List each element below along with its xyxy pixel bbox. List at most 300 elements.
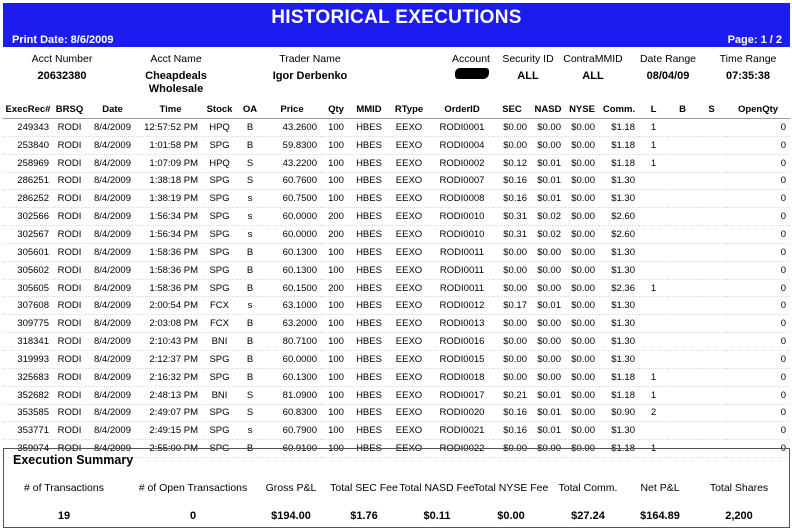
column-header: Time [139,101,202,119]
table-cell: EEXO [395,193,423,205]
table-cell: 2:10:43 PM [149,336,198,348]
table-cell [697,404,726,422]
table-row [3,190,790,208]
table-cell: 286252 [17,193,49,205]
table-cell: HBES [356,246,382,258]
report-title-bar [3,3,790,47]
column-header: ExecRec# [3,101,53,119]
table-cell: 60.7500 [282,193,317,205]
summary-header: Total NYSE Fee [473,482,549,494]
table-cell: $0.01 [537,425,561,437]
table-cell: 60.1300 [282,371,317,383]
summary-value: 19 [57,510,71,522]
table-cell [697,315,726,333]
table-cell: $1.18 [611,371,635,383]
table-cell: 60.0000 [282,353,317,365]
table-cell: $0.01 [537,157,561,169]
table-cell: 8/4/2009 [94,193,131,205]
table-cell: 0 [780,193,786,205]
column-header: S [697,101,726,119]
table-cell: $0.01 [537,193,561,205]
table-cell: RODI0020 [439,407,485,419]
table-cell [668,119,697,137]
summary-value: $164.89 [640,510,680,522]
column-header: RType [387,101,431,119]
table-cell: 0 [780,353,786,365]
table-cell: s [247,425,253,437]
table-cell: B [246,264,254,276]
table-cell: HBES [356,193,382,205]
table-cell: 8/4/2009 [94,246,131,258]
table-cell: SPG [209,371,230,383]
table-cell: $0.00 [571,371,595,383]
table-cell: SPG [209,228,230,240]
table-cell: s [247,300,253,312]
table-cell: 305605 [17,282,49,294]
table-cell: $0.00 [503,121,527,133]
table-cell: B [246,371,254,383]
table-cell: 60.0000 [282,228,317,240]
table-cell: $1.30 [611,246,635,258]
table-cell: 100 [328,336,344,348]
summary-header: Total Shares [709,482,769,494]
column-header: NYSE [565,101,599,119]
table-cell: RODI0012 [439,300,485,312]
table-row [3,404,790,422]
table-cell: $0.21 [503,389,527,401]
table-cell [639,297,668,315]
table-cell: 325683 [17,371,49,383]
table-cell: 100 [328,371,344,383]
table-cell: SPG [209,211,230,223]
table-cell: 2:03:08 PM [149,318,198,330]
table-cell: 12:57:52 PM [144,121,198,133]
table-cell: RODI0008 [439,193,485,205]
report-title: HISTORICAL EXECUTIONS [271,7,522,28]
table-cell: RODI [57,139,82,151]
table-cell: $0.00 [571,264,595,276]
table-cell: 1:58:36 PM [149,282,198,294]
table-cell [697,208,726,226]
table-cell: BNI [211,389,228,401]
table-cell: $0.00 [571,425,595,437]
table-cell: RODI [57,175,82,187]
summary-header: # of Open Transactions [138,482,248,494]
table-cell: $1.18 [611,443,635,455]
table-cell: $0.00 [537,282,561,294]
table-cell: 0 [780,407,786,419]
table-cell: RODI [57,407,82,419]
table-cell: RODI [57,318,82,330]
table-cell: 100 [328,300,344,312]
table-cell: S [246,157,254,169]
table-cell: 2:16:32 PM [149,371,198,383]
table-cell [668,172,697,190]
table-cell: 302566 [17,211,49,223]
table-row [3,422,790,440]
table-row [3,119,790,137]
table-cell: SPG [209,443,230,455]
table-cell: 0 [780,300,786,312]
execution-summary [3,448,790,528]
table-cell: $0.00 [571,211,595,223]
table-cell: 8/4/2009 [94,336,131,348]
table-cell: $1.30 [611,425,635,437]
table-cell: 63.1000 [282,300,317,312]
table-cell: $0.00 [537,139,561,151]
table-cell: 8/4/2009 [94,175,131,187]
table-cell: 100 [328,353,344,365]
table-row [3,279,790,297]
table-cell: 2:49:07 PM [149,407,198,419]
table-cell: $0.16 [503,425,527,437]
table-cell: 8/4/2009 [94,371,131,383]
table-cell: 1 [650,282,657,294]
table-row [3,333,790,351]
table-cell: RODI0018 [439,371,485,383]
table-cell: 100 [328,175,344,187]
table-cell [668,243,697,261]
table-cell: 8/4/2009 [94,443,131,455]
table-cell: RODI0021 [439,425,485,437]
table-cell [668,350,697,368]
table-cell: $0.17 [503,300,527,312]
table-cell: RODI [57,389,82,401]
table-cell: HBES [356,425,382,437]
table-cell: 302567 [17,228,49,240]
table-cell: $1.30 [611,175,635,187]
summary-value: $194.00 [271,510,311,522]
table-cell [697,386,726,404]
table-cell [697,350,726,368]
table-cell [639,333,668,351]
table-cell: RODI [57,282,82,294]
table-cell: 60.8300 [282,407,317,419]
table-cell: 1 [650,371,657,383]
table-cell: $0.00 [503,282,527,294]
table-cell: RODI [57,193,82,205]
table-cell: 359074 [17,443,49,455]
table-cell: 8/4/2009 [94,389,131,401]
table-cell: 8/4/2009 [94,121,131,133]
column-header: Date [86,101,139,119]
table-cell: 0 [780,425,786,437]
table-cell: RODI0007 [439,175,485,187]
table-cell: RODI [57,246,82,258]
summary-value: $0.00 [497,510,525,522]
table-cell: SPG [209,407,230,419]
table-cell [697,279,726,297]
table-cell: SPG [209,139,230,151]
table-cell: EEXO [395,407,423,419]
table-cell: EEXO [395,443,423,455]
table-cell [639,422,668,440]
summary-value: 0 [189,510,197,522]
table-cell [668,279,697,297]
table-cell: 1:38:19 PM [149,193,198,205]
table-cell: $0.16 [503,193,527,205]
table-cell [697,333,726,351]
summary-header: Total Comm. [558,482,618,494]
table-cell: EEXO [395,175,423,187]
table-cell: 200 [328,211,344,223]
table-cell: 0 [780,246,786,258]
summary-value: 2,200 [725,510,753,522]
table-cell: B [246,336,254,348]
table-cell: 2:55:00 PM [149,443,198,455]
table-cell [668,422,697,440]
table-cell: s [247,228,253,240]
table-cell [639,172,668,190]
table-cell: RODI0002 [439,157,485,169]
account-label: Account [452,53,490,65]
table-cell [668,315,697,333]
table-cell: $0.00 [537,264,561,276]
table-cell: 249343 [17,121,49,133]
table-cell: 353585 [17,407,49,419]
table-cell: $0.31 [503,211,527,223]
table-cell: HBES [356,371,382,383]
table-cell: 1 [650,121,657,133]
table-cell: SPG [209,246,230,258]
summary-value: $0.11 [423,510,451,522]
table-cell: 100 [328,389,344,401]
summary-value: $1.76 [350,510,378,522]
table-cell: 60.1300 [282,264,317,276]
table-cell: 63.2000 [282,318,317,330]
table-cell: $1.30 [611,318,635,330]
table-cell: RODI [57,121,82,133]
table-cell [639,208,668,226]
table-cell: RODI [57,300,82,312]
table-cell: RODI [57,264,82,276]
table-cell: $1.18 [611,121,635,133]
table-cell: RODI [57,425,82,437]
table-cell: 60.7600 [282,175,317,187]
table-cell [639,190,668,208]
security-id-label: Security ID [502,53,554,65]
table-cell: 8/4/2009 [94,300,131,312]
table-cell: $0.00 [571,175,595,187]
table-cell: $0.00 [503,353,527,365]
table-cell: 0 [780,139,786,151]
table-cell: HBES [356,139,382,151]
table-cell: 60.0000 [282,211,317,223]
table-cell: $0.00 [571,443,595,455]
table-cell: RODI [57,228,82,240]
table-cell: 60.1300 [282,246,317,258]
table-cell: $0.00 [571,193,595,205]
column-header: SEC [493,101,531,119]
acct-name-label: Acct Name [150,53,202,65]
table-cell: SPG [209,282,230,294]
table-cell: EEXO [395,389,423,401]
table-row [3,350,790,368]
table-cell: $1.30 [611,336,635,348]
table-cell: RODI0017 [439,389,485,401]
table-cell: B [246,318,254,330]
table-cell: SPG [209,264,230,276]
table-row [3,386,790,404]
table-cell: $0.00 [503,264,527,276]
table-cell: 0 [780,336,786,348]
table-cell: $1.30 [611,353,635,365]
table-cell: $2.60 [611,211,635,223]
table-cell [697,172,726,190]
table-cell: s [247,193,253,205]
table-cell [639,261,668,279]
table-cell: 286251 [17,175,49,187]
table-cell: $0.00 [503,246,527,258]
table-cell: 0 [780,371,786,383]
column-header: Qty [321,101,351,119]
table-cell: $1.18 [611,139,635,151]
table-cell: $2.36 [611,282,635,294]
column-header: NASD [531,101,565,119]
table-cell: SPG [209,193,230,205]
trader-name-label: Trader Name [279,53,341,65]
table-cell [668,136,697,154]
table-cell: SPG [209,425,230,437]
table-cell: HBES [356,407,382,419]
table-cell: 258969 [17,157,49,169]
table-header-row [3,101,790,119]
table-cell: 8/4/2009 [94,318,131,330]
table-cell: RODI0001 [439,121,485,133]
table-cell: B [246,443,254,455]
table-cell [668,226,697,244]
table-cell: B [246,282,254,294]
table-cell: RODI0013 [439,318,485,330]
table-cell [697,154,726,172]
table-cell [697,226,726,244]
table-cell: 1 [650,443,657,455]
table-cell: EEXO [395,353,423,365]
table-cell: RODI [57,353,82,365]
print-date: Print Date: 8/6/2009 [12,34,114,46]
column-header: Comm. [599,101,639,119]
table-cell: 60.7900 [282,425,317,437]
table-cell [639,350,668,368]
table-cell: 81.0900 [282,389,317,401]
table-row [3,226,790,244]
table-cell [639,226,668,244]
table-cell: $0.00 [537,336,561,348]
table-cell: $2.60 [611,228,635,240]
table-cell: HPQ [209,157,230,169]
table-cell: RODI0016 [439,336,485,348]
table-cell: 8/4/2009 [94,425,131,437]
table-cell [697,119,726,137]
column-header: B [668,101,697,119]
table-cell: 8/4/2009 [94,353,131,365]
table-cell: 0 [780,121,786,133]
redacted-account-value [455,68,489,79]
table-cell: EEXO [395,228,423,240]
table-cell: 100 [328,407,344,419]
table-cell: 1:56:34 PM [149,228,198,240]
table-cell: RODI0011 [439,282,485,294]
table-cell: 100 [328,139,344,151]
table-cell: $0.00 [571,353,595,365]
column-header: OA [237,101,263,119]
table-cell [668,333,697,351]
table-cell: B [246,121,254,133]
table-row [3,261,790,279]
table-cell: RODI [57,443,82,455]
table-cell: EEXO [395,300,423,312]
table-cell: 0 [780,228,786,240]
table-cell: HBES [356,211,382,223]
table-cell: 200 [328,228,344,240]
table-cell: 1:07:09 PM [149,157,198,169]
table-cell [697,368,726,386]
table-cell [639,315,668,333]
table-cell: $0.00 [537,371,561,383]
table-cell: RODI [57,371,82,383]
table-cell: HBES [356,175,382,187]
table-cell: RODI0004 [439,139,485,151]
table-cell: $0.00 [537,353,561,365]
table-cell: 43.2600 [282,121,317,133]
table-cell: 0 [780,175,786,187]
table-cell: HBES [356,282,382,294]
table-cell: S [246,175,254,187]
table-cell: $0.16 [503,407,527,419]
table-cell: $1.30 [611,193,635,205]
table-cell [697,243,726,261]
table-cell: SPG [209,353,230,365]
security-id-value: ALL [517,70,539,82]
time-range-label: Time Range [719,53,777,65]
table-cell: B [246,353,254,365]
summary-header: Gross P&L [265,482,317,494]
table-cell: 60.9100 [282,443,317,455]
table-cell: $0.00 [503,318,527,330]
table-cell: 80.7100 [282,336,317,348]
table-cell: $0.90 [611,407,635,419]
table-cell: $1.18 [611,389,635,401]
table-cell: $0.31 [503,228,527,240]
table-cell: $0.00 [537,443,561,455]
table-cell: 2 [650,407,657,419]
table-cell: 8/4/2009 [94,228,131,240]
table-cell: $0.00 [503,336,527,348]
table-cell: 100 [328,264,344,276]
table-cell: 2:12:37 PM [149,353,198,365]
table-cell: $1.18 [611,157,635,169]
table-cell: 8/4/2009 [94,264,131,276]
table-cell: $0.00 [571,157,595,169]
table-cell: 318341 [17,336,49,348]
table-cell: HBES [356,228,382,240]
table-cell: RODI [57,157,82,169]
table-cell: 100 [328,121,344,133]
table-cell: $0.00 [537,318,561,330]
table-cell [697,297,726,315]
table-cell: 60.1500 [282,282,317,294]
column-header: Price [263,101,321,119]
table-cell: $0.00 [571,282,595,294]
table-cell: HBES [356,300,382,312]
table-cell: $0.00 [571,318,595,330]
table-cell [697,136,726,154]
table-cell: RODI0010 [439,228,485,240]
column-header: MMID [351,101,387,119]
column-header: Stock [202,101,237,119]
summary-header: Total SEC Fee [330,482,398,494]
table-row [3,136,790,154]
